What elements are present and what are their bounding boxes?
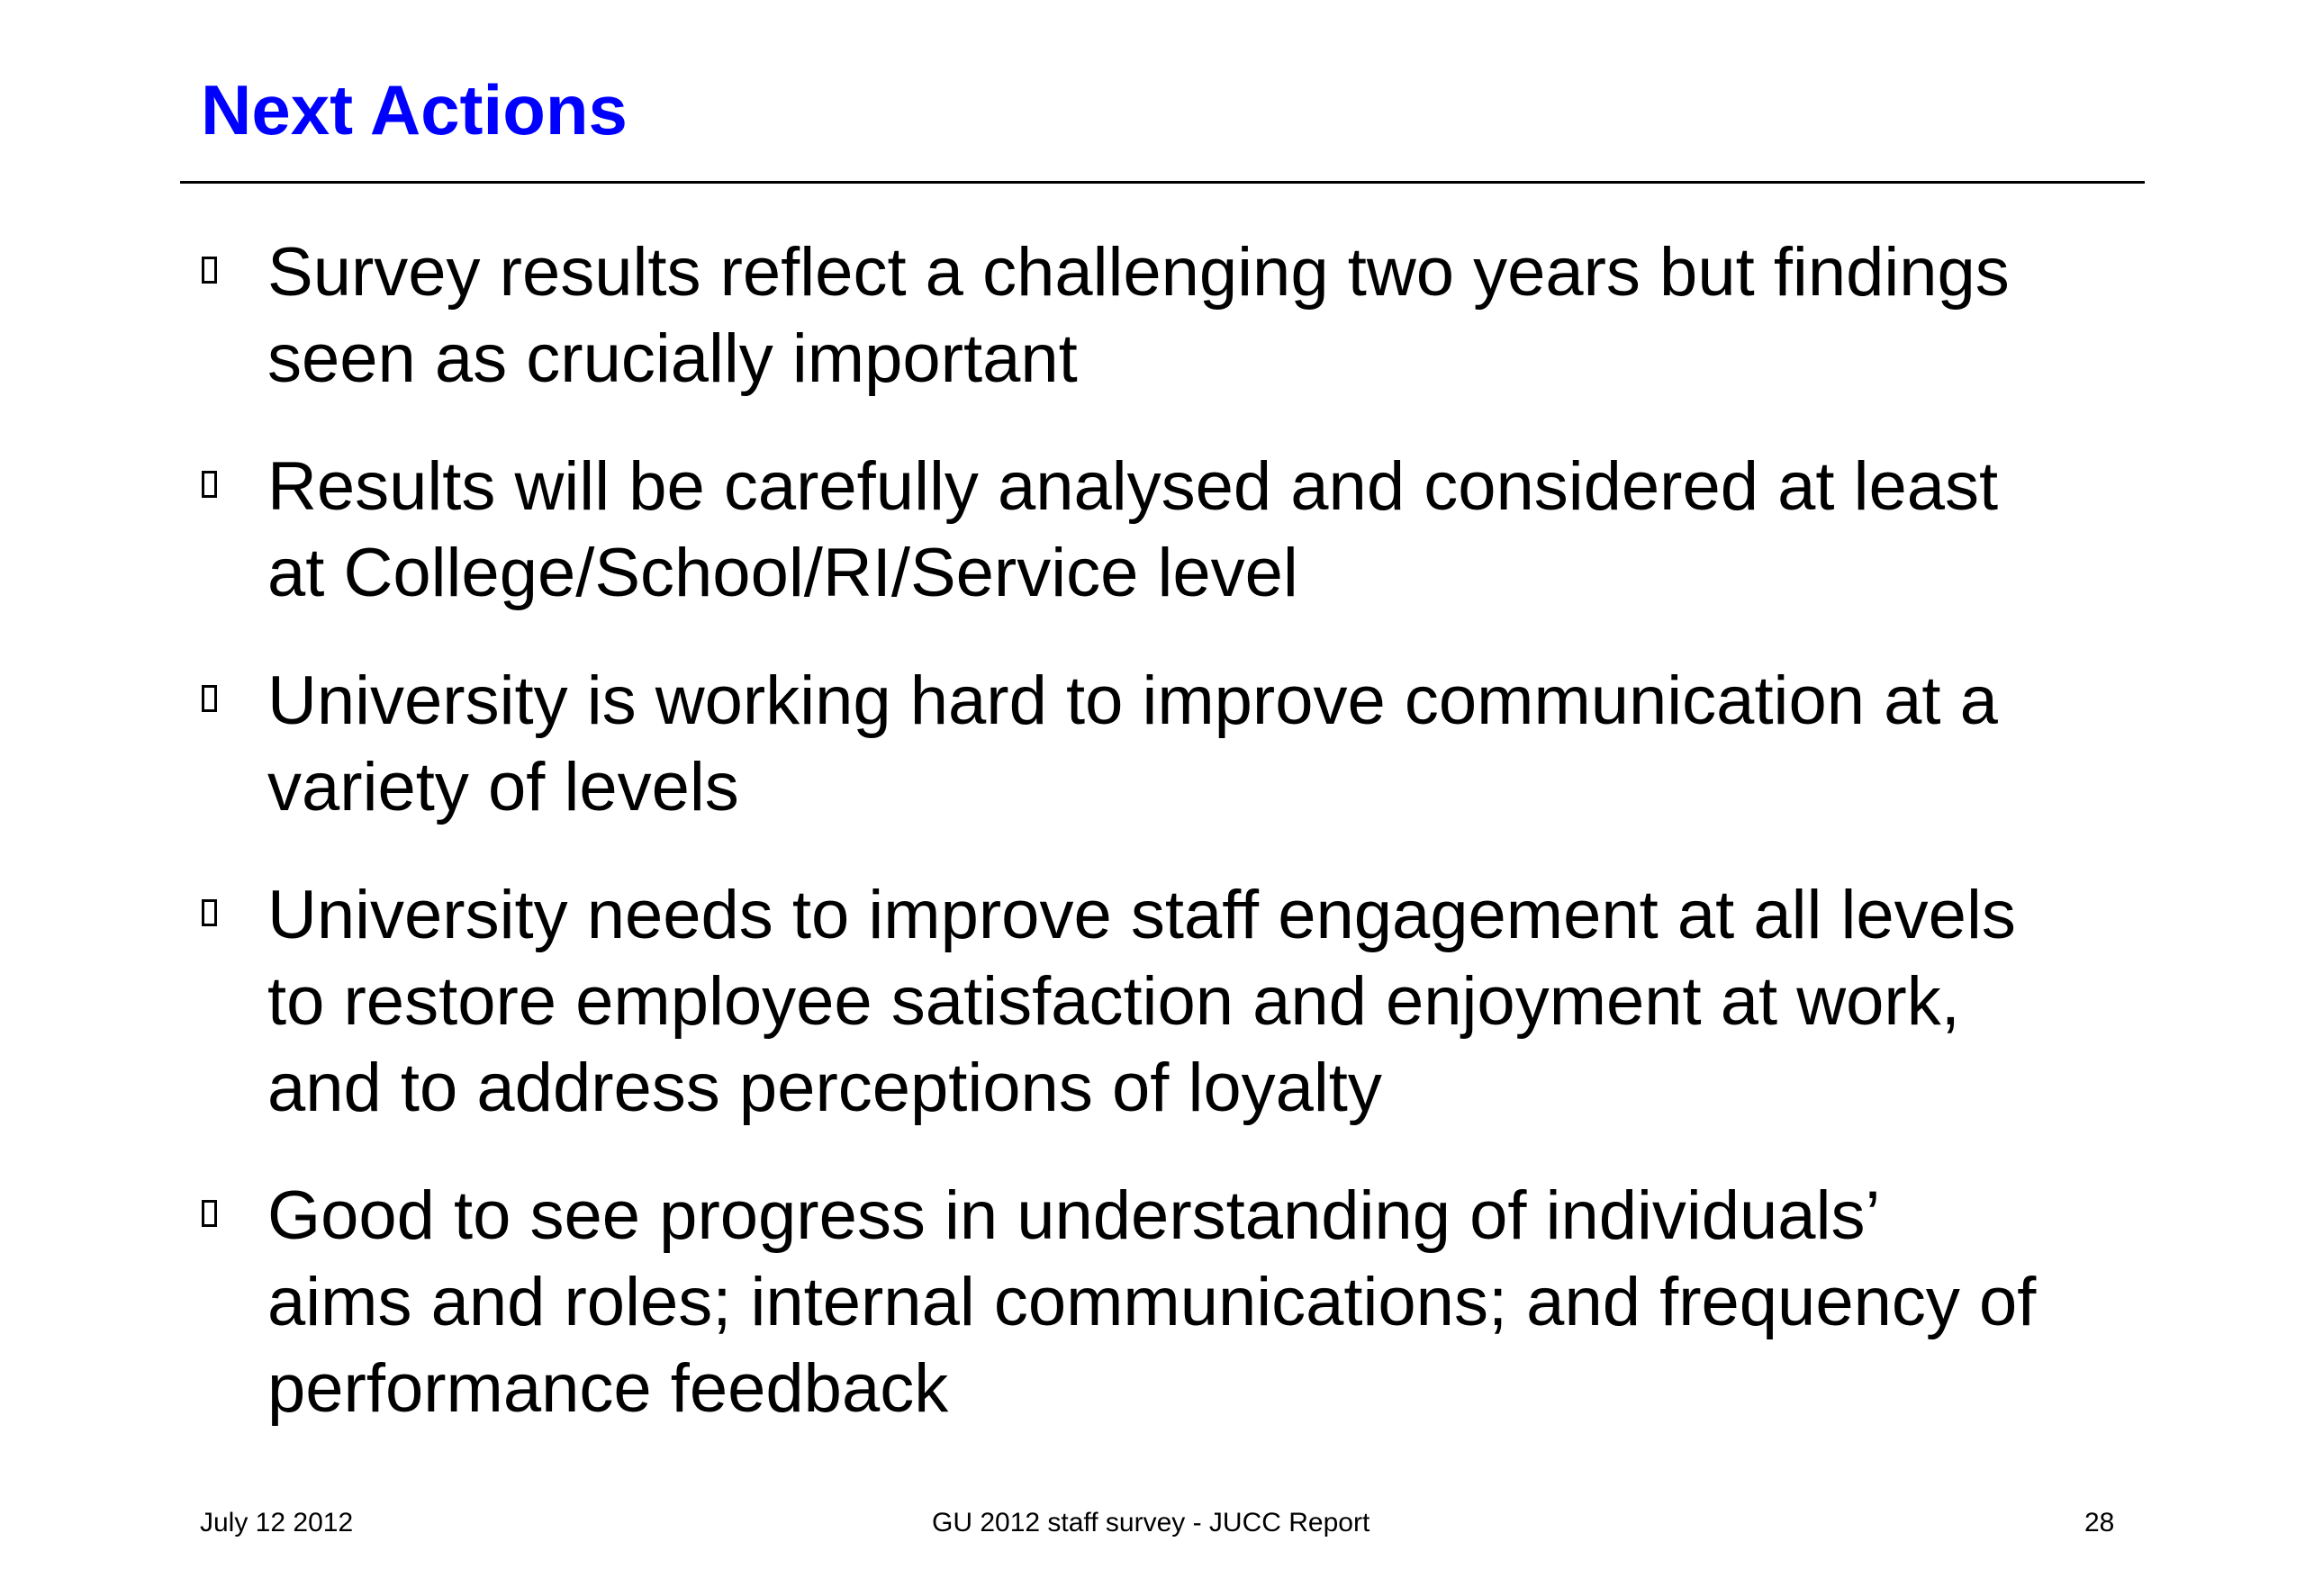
- bullet-line: aims and roles; internal communications; and frequency of: [267, 1264, 2037, 1340]
- hollow-square-bullet-icon: [202, 685, 217, 712]
- hollow-square-bullet-icon: [202, 471, 217, 498]
- hollow-square-bullet-icon: [202, 1200, 217, 1227]
- bullet-text: [267, 1173, 2167, 1432]
- bullet-text: [267, 230, 2167, 402]
- bullet-line: and to address perceptions of loyalty: [267, 1050, 1382, 1126]
- bullet-line: variety of levels: [267, 749, 739, 825]
- bullet-line: University needs to improve staff engagement at all levels: [267, 877, 2016, 953]
- bullet-text: [267, 872, 2167, 1132]
- bullet-line: University is working hard to improve communication at a: [267, 663, 1998, 739]
- hollow-square-bullet-icon: [202, 899, 217, 926]
- bullet-line: Results will be carefully analysed and considered at least: [267, 448, 1999, 525]
- bullet-line: performance feedback: [267, 1350, 949, 1427]
- bullet-line: at College/School/RI/Service level: [267, 535, 1298, 611]
- footer-date: July 12 2012: [200, 1508, 354, 1537]
- bullet-line: Good to see progress in understanding of individuals’: [267, 1177, 1881, 1254]
- bullet-line: Survey results reflect a challenging two years but findings: [267, 234, 2010, 311]
- hollow-square-bullet-icon: [202, 257, 217, 284]
- page-number: 28: [2084, 1508, 2115, 1537]
- bullet-text: [267, 444, 2167, 617]
- slide-title: Next Actions: [201, 70, 628, 149]
- bullet-text: [267, 658, 2167, 831]
- footer-report-title: GU 2012 staff survey - JUCC Report: [932, 1508, 1370, 1537]
- bullet-line: seen as crucially important: [267, 320, 1078, 397]
- bullet-line: to restore employee satisfaction and enjoyment at work,: [267, 963, 1960, 1040]
